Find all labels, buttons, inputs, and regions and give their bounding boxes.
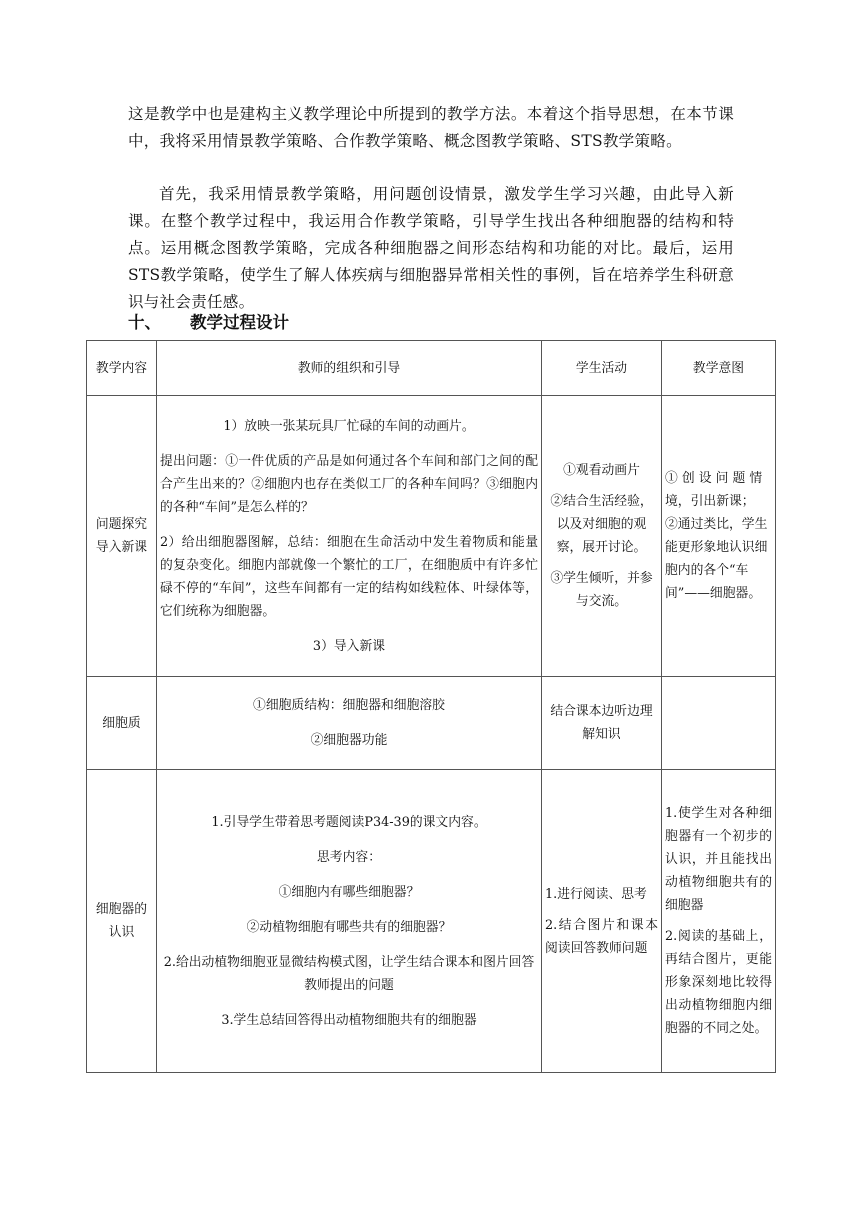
teaching-process-table (86, 340, 776, 1073)
intent-item: ②通过类比，学生能更形象地认识细胞内的各个“车间”——细胞器。 (665, 517, 768, 601)
teacher-step: 1）放映一张某玩具厂忙碌的车间的动画片。 (223, 418, 475, 434)
teacher-step: ①细胞内有哪些细胞器？ (278, 884, 420, 900)
table-row (87, 396, 776, 677)
teacher-step: 3）导入新课 (312, 638, 386, 654)
section-number: 十、 (128, 313, 161, 332)
row3-content-line: 细胞器的 (95, 902, 148, 917)
row1-content-line: 导入新课 (95, 540, 148, 555)
intro-paragraph-2: 首先，我采用情景教学策略，用问题创设情景，激发学生学习兴趣，由此导入新课。在整个教学过程中，我运用合作教学策略，引导学生找出各种细胞器的结构和特点。运用概念图教学策略，完成各种细胞器之间形态结构和功能的对比。最后，运用STS教学策略，使学生了解人体疾病与细胞器异常相关性的事例，旨在培养学生科研意识与社会责任感。 (128, 185, 734, 311)
row3-content (87, 770, 157, 1073)
student-activity: 2.结合图片和课本阅读回答教师问题 (545, 917, 658, 956)
student-activity: ①观看动画片 (563, 463, 640, 478)
row2-intent (662, 677, 776, 770)
header-student: 学生活动 (542, 341, 662, 396)
row2-content: 细胞质 (87, 677, 157, 770)
teacher-step: ①细胞质结构：细胞器和细胞溶胶 (253, 698, 445, 713)
teacher-step: 1.引导学生带着思考题阅读P34-39的课文内容。 (211, 814, 487, 830)
table-row (87, 770, 776, 1073)
intro-paragraph-1: 这是教学中也是建构主义教学理论中所提到的教学方法。本着这个指导思想，在本节课中，我将采用情景教学策略、合作教学策略、概念图教学策略、STS教学策略。 (128, 105, 734, 150)
teacher-step: 2.给出动植物细胞亚显微结构模式图，让学生结合课本和图片回答教师提出的问题 (163, 954, 535, 993)
student-activity: ③学生倾听，并参与交流。 (550, 571, 653, 609)
teacher-step: 思考内容： (317, 849, 381, 865)
row3-intent (662, 770, 776, 1073)
section-title: 教学过程设计 (190, 313, 289, 332)
section-heading (128, 309, 289, 333)
header-intent: 教学意图 (662, 341, 776, 396)
row1-content-line: 问题探究 (95, 517, 148, 532)
student-activity: ②结合生活经验，以及对细胞的观察，展开讨论。 (550, 494, 653, 555)
row2-teacher (157, 677, 542, 770)
student-activity: 1.进行阅读、思考 (545, 886, 647, 902)
row1-student (542, 396, 662, 677)
table-header-row (87, 341, 776, 396)
header-content: 教学内容 (87, 341, 157, 396)
intent-item: ① 创 设 问 题 情境，引出新课； (665, 471, 763, 509)
row2-student: 结合课本边听边理解知识 (542, 677, 662, 770)
row1-intent (662, 396, 776, 677)
row3-teacher (157, 770, 542, 1073)
table-row (87, 677, 776, 770)
row3-content-line: 认识 (108, 925, 135, 940)
intent-item: 2.阅读的基础上，再结合图片，更能形象深刻地比较得出动植物细胞内细胞器的不同之处。 (665, 929, 772, 1036)
row1-content (87, 396, 157, 677)
teacher-step: ②细胞器功能 (310, 733, 388, 748)
teacher-step: ②动植物细胞有哪些共有的细胞器？ (246, 919, 452, 935)
row1-teacher (157, 396, 542, 677)
teacher-step: 3.学生总结回答得出动植物细胞共有的细胞器 (221, 1012, 477, 1028)
header-teacher: 教师的组织和引导 (157, 341, 542, 396)
teacher-questions: 提出问题：①一件优质的产品是如何通过各个车间和部门之间的配合产生出来的？②细胞内也存在类似工厂的各种车间吗？③细胞内的各种“车间”是怎么样的？ (160, 453, 538, 515)
row3-student (542, 770, 662, 1073)
intent-item: 1.使学生对各种细胞器有一个初步的认识，并且能找出动植物细胞共有的细胞器 (665, 806, 772, 913)
teacher-summary: 2）给出细胞器图解，总结：细胞在生命活动中发生着物质和能量的复杂变化。细胞内部就像一个繁忙的工厂，在细胞质中有许多忙碌不停的“车间”，这些车间都有一定的结构如线粒体、叶绿体等，它们统称为细胞器。 (160, 534, 538, 619)
